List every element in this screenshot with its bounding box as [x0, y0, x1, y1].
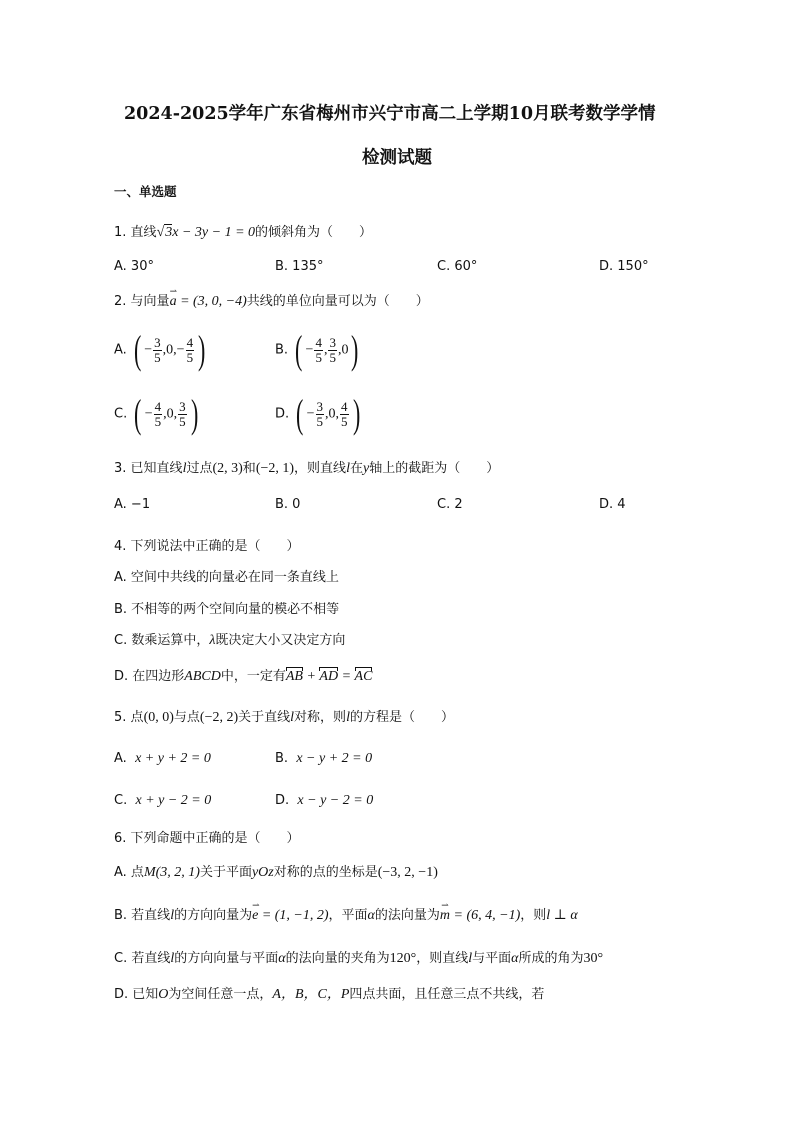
- question-6-stem: 6. 下列命题中正确的是（ ）: [114, 831, 300, 846]
- question-1-option-a: A. 30°: [114, 259, 154, 274]
- question-2-stem: 2. 与向量⇀ a = (3, 0, −4)共线的单位向量可以为（ ）: [114, 295, 429, 309]
- question-4-option-d: D. 在四边形ABCD中，一定有AB + AD = AC: [114, 669, 373, 684]
- question-4-stem: 4. 下列说法中正确的是（ ）: [114, 539, 300, 554]
- question-6-option-c: C. 若直线l的方向向量与平面α的法向量的夹角为120°，则直线l与平面α所成的角为30°: [114, 951, 604, 966]
- question-1-stem: 1. 直线√3x − 3y − 1 = 0的倾斜角为（ ）: [114, 225, 373, 240]
- question-1-option-b: B. 135°: [275, 259, 324, 274]
- question-6-option-d: D. 已知O为空间任意一点，A，B，C，P四点共面，且任意三点不共线，若: [114, 987, 545, 1002]
- question-5-option-b: B. x − y + 2 = 0: [275, 751, 373, 766]
- question-4-option-c: C. 数乘运算中，λ既决定大小又决定方向: [114, 633, 346, 648]
- question-3-option-a: A. −1: [114, 497, 151, 512]
- question-5-option-c: C. x + y − 2 = 0: [114, 793, 212, 808]
- question-1-option-d: D. 150°: [599, 259, 649, 274]
- question-2-option-b: B. ( − $\frac{4}{5}$ , $\frac{3}{5}$ ,0): [275, 327, 359, 372]
- page-title-line2: 检测试题: [362, 148, 432, 168]
- question-2-option-a: A. ( − $\frac{3}{5}$ ,0,− $\frac{4}{5}$ ): [114, 327, 206, 372]
- question-3-stem: 3. 已知直线l过点(2, 3)和(−2, 1)，则直线l在y轴上的截距为（ ）: [114, 461, 500, 476]
- question-1-option-c: C. 60°: [437, 259, 478, 274]
- question-2-option-c: C. ( − $\frac{4}{5}$ ,0, $\frac{3}{5}$ ): [114, 391, 198, 436]
- question-3-option-c: C. 2: [437, 497, 463, 512]
- page-title-line1: 2024-2025学年广东省梅州市兴宁市高二上学期10月联考数学学情: [124, 104, 656, 124]
- question-5-option-d: D. x − y − 2 = 0: [275, 793, 374, 808]
- question-2-option-d: D. ( − $\frac{3}{5}$ ,0, $\frac{4}{5}$ ): [275, 391, 360, 436]
- question-4-option-b: B. 不相等的两个空间向量的模必不相等: [114, 602, 340, 617]
- question-5-stem: 5. 点(0, 0)与点(−2, 2)关于直线l对称，则l的方程是（ ）: [114, 710, 454, 725]
- section-heading: 一、单选题: [114, 184, 177, 199]
- question-6-option-b: B. 若直线l的方向向量为⇀ e = (1, −1, 2)，平面α的法向量为⇀ m = (6, 4, −1)，则l ⊥ α: [114, 909, 578, 923]
- question-3-option-b: B. 0: [275, 497, 301, 512]
- question-4-option-a: A. 空间中共线的向量必在同一条直线上: [114, 570, 339, 585]
- question-6-option-a: A. 点M(3, 2, 1)关于平面yOz对称的点的坐标是(−3, 2, −1): [114, 865, 438, 880]
- question-5-option-a: A. x + y + 2 = 0: [114, 751, 211, 766]
- question-3-option-d: D. 4: [599, 497, 626, 512]
